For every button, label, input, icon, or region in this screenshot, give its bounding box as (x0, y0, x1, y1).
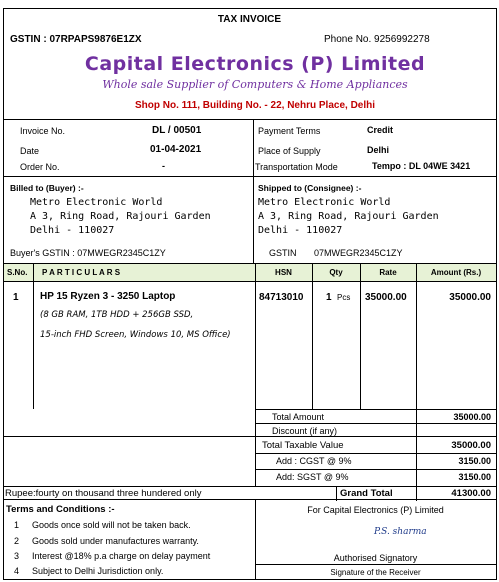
place-label: Place of Supply (258, 146, 321, 156)
sgst-value: 3150.00 (458, 472, 491, 482)
col-particulars: P A R T I C U L A R S (42, 268, 121, 277)
receiver-signature: Signature of the Receiver (330, 568, 421, 577)
parties-section (4, 176, 496, 263)
divider (312, 264, 313, 409)
item-desc-2: 15-inch FHD Screen, Windows 10, MS Office) (40, 330, 231, 340)
item-desc-1: (8 GB RAM, 1TB HDD + 256GB SSD, (40, 310, 194, 320)
discount-label: Discount (if any) (272, 426, 338, 436)
divider (255, 409, 496, 410)
divider (255, 469, 496, 470)
total-amount: 35000.00 (453, 412, 491, 422)
billed-addr2: Delhi - 110027 (30, 225, 115, 236)
term-number: 1 (14, 520, 20, 530)
billed-addr1: A 3, Ring Road, Rajouri Garden (30, 211, 211, 222)
place-of-supply: Delhi (367, 145, 390, 155)
company-tagline: Whole sale Supplier of Computers & Home Appliances (102, 78, 408, 91)
term-number: 3 (14, 551, 20, 561)
shipped-heading: Shipped to (Consignee) :- (258, 183, 362, 193)
invoice-details (4, 119, 496, 176)
buyer-gstin: Buyer's GSTIN : 07MWEGR2345C1ZY (10, 248, 166, 258)
term-text: Interest @18% p.a charge on delay payment (32, 551, 211, 561)
term-item (14, 566, 19, 576)
grand-total-value: 41300.00 (451, 488, 491, 499)
date-label: Date (20, 146, 40, 156)
grand-total-label: Grand Total (340, 488, 393, 499)
item-qty: 1 (326, 292, 332, 303)
invoice-no: DL / 00501 (152, 125, 202, 136)
term-text: Goods sold under manufactures warranty. (32, 536, 199, 546)
term-text: Subject to Delhi Jurisdiction only. (32, 566, 164, 576)
transport-mode: Tempo : DL 04WE 3421 (372, 161, 471, 171)
col-sno: S.No. (7, 268, 28, 277)
footer-section (4, 500, 496, 580)
transport-label: Transportation Mode (255, 162, 338, 172)
term-item (14, 551, 19, 561)
payment-terms: Credit (367, 125, 394, 135)
col-hsn: HSN (275, 268, 292, 277)
divider (255, 564, 496, 565)
divider (255, 423, 496, 424)
invoice-no-label: Invoice No. (20, 126, 66, 136)
order-no: - (162, 161, 165, 171)
item-amount: 35000.00 (449, 292, 491, 303)
shipped-addr2: Delhi - 110027 (258, 225, 343, 236)
order-no-label: Order No. (20, 162, 60, 172)
term-item (14, 536, 19, 546)
billed-heading: Billed to (Buyer) :- (10, 183, 84, 193)
sgst-label: Add: SGST @ 9% (276, 472, 349, 482)
term-text: Goods once sold will not be taken back. (32, 520, 191, 530)
billed-name: Metro Electronic World (30, 197, 163, 208)
divider (255, 453, 496, 454)
term-number: 2 (14, 536, 20, 546)
item-sno: 1 (13, 292, 19, 303)
amount-in-words: Rupee:fourty on thousand three hundered only (5, 488, 202, 499)
seller-gstin: GSTIN : 07RPAPS9876E1ZX (10, 34, 142, 45)
cgst-value: 3150.00 (458, 456, 491, 466)
col-rate: Rate (379, 268, 397, 277)
payment-terms-label: Payment Terms (258, 126, 321, 136)
col-qty: Qty (329, 268, 343, 277)
company-name: Capital Electronics (P) Limited (84, 53, 426, 75)
term-item (14, 520, 19, 530)
divider (360, 264, 361, 409)
shipped-addr1: A 3, Ring Road, Rajouri Garden (258, 211, 439, 222)
divider (336, 487, 337, 501)
shipped-name: Metro Electronic World (258, 197, 391, 208)
shipped-gstin-label: GSTIN (269, 248, 297, 258)
signature-image: P.S. sharma (374, 527, 427, 537)
doc-title: TAX INVOICE (217, 14, 282, 25)
taxable-value: 35000.00 (451, 440, 491, 451)
divider (33, 264, 34, 409)
grand-total-row (4, 486, 496, 500)
cgst-label: Add : CGST @ 9% (276, 456, 352, 466)
item-unit: Pcs (337, 293, 351, 302)
divider (253, 177, 254, 264)
divider (4, 436, 496, 437)
term-number: 4 (14, 566, 20, 576)
divider (253, 120, 254, 177)
company-address: Shop No. 111, Building No. - 22, Nehru Place, Delhi (134, 100, 376, 111)
invoice-date: 01-04-2021 (150, 144, 202, 155)
shipped-gstin: 07MWEGR2345C1ZY (314, 248, 403, 258)
taxable-label: Total Taxable Value (262, 440, 344, 451)
item-name: HP 15 Ryzen 3 - 3250 Laptop (40, 291, 176, 302)
total-amount-label: Total Amount (272, 412, 325, 422)
item-hsn: 84713010 (259, 292, 304, 303)
items-table (4, 263, 496, 486)
for-company: For Capital Electronics (P) Limited (307, 505, 444, 515)
seller-phone: Phone No. 9256992278 (324, 34, 430, 45)
item-rate: 35000.00 (365, 292, 407, 303)
authorised-signatory: Authorised Signatory (333, 553, 418, 563)
terms-heading: Terms and Conditions :- (6, 504, 115, 515)
col-amount: Amount (Rs.) (430, 268, 482, 277)
